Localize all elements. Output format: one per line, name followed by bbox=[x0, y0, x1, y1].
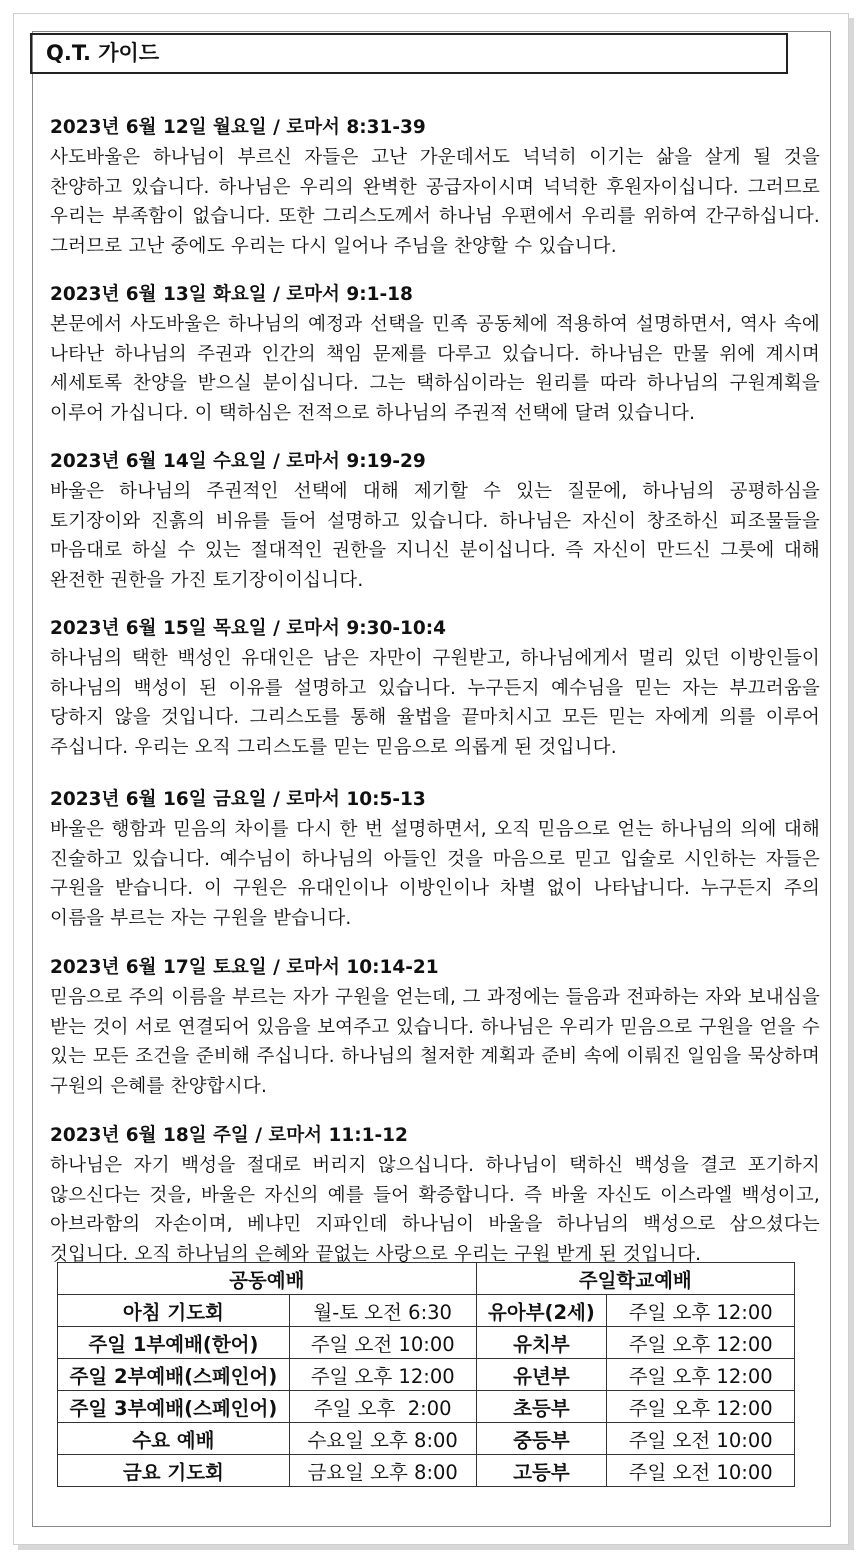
service-time: 금요일 오후 8:00 bbox=[289, 1455, 476, 1487]
qt-entry-0615 bbox=[50, 614, 820, 762]
service-time: 주일 오후 2:00 bbox=[289, 1391, 476, 1423]
entry-heading: 2023년 6월 16일 금요일 / 로마서 10:5-13 bbox=[50, 789, 426, 810]
qt-entry-0613 bbox=[50, 280, 820, 428]
entry-heading: 2023년 6월 12일 월요일 / 로마서 8:31-39 bbox=[50, 117, 426, 138]
school-group: 유년부 bbox=[476, 1359, 607, 1391]
service-name: 주일 1부예배(한어) bbox=[58, 1327, 290, 1359]
service-time: 월-토 오전 6:30 bbox=[289, 1295, 476, 1327]
school-group: 초등부 bbox=[476, 1391, 607, 1423]
entry-body: 본문에서 사도바울은 하나님의 예정과 선택을 민족 공동체에 적용하여 설명하면서, 역사 속에 나타난 하나님의 주권과 인간의 책임 문제를 다루고 있습니다. 하나님은 만물 위에 계시며 세세토록 찬양을 받으실 분이십니다. 그는 택하심이라는 원리를 따라 하나님의 구원계획을 이루어 가십니다. 이 택하심은 전적으로 하나님의 주권적 선택에 달려 있습니다. bbox=[50, 314, 820, 424]
service-name: 주일 3부예배(스페인어) bbox=[58, 1391, 290, 1423]
worship-schedule-table bbox=[57, 1262, 795, 1487]
table-row bbox=[58, 1423, 795, 1455]
school-group: 유치부 bbox=[476, 1327, 607, 1359]
school-group: 고등부 bbox=[476, 1455, 607, 1487]
school-time: 주일 오전 10:00 bbox=[607, 1423, 795, 1455]
qt-entry-0612 bbox=[50, 113, 820, 261]
school-time: 주일 오후 12:00 bbox=[607, 1359, 795, 1391]
school-group: 유아부(2세) bbox=[476, 1295, 607, 1327]
school-time: 주일 오후 12:00 bbox=[607, 1327, 795, 1359]
service-name: 수요 예배 bbox=[58, 1423, 290, 1455]
entry-body: 바울은 행함과 믿음의 차이를 다시 한 번 설명하면서, 오직 믿음으로 얻는 하나님의 의에 대해 진술하고 있습니다. 예수님이 하나님의 아들인 것을 마음으로 믿고 입술로 시인하는 자들은 구원을 받습니다. 이 구원은 유대인이나 이방인이나 차별 없이 나타납니다. 누구든지 주의 이름을 부르는 자는 구원을 받습니다. bbox=[50, 819, 820, 929]
entry-heading: 2023년 6월 18일 주일 / 로마서 11:1-12 bbox=[50, 1125, 408, 1146]
entry-body: 믿음으로 주의 이름을 부르는 자가 구원을 얻는데, 그 과정에는 들음과 전파하는 자와 보내심을 받는 것이 서로 연결되어 있음을 보여주고 있습니다. 하나님은 우리가 믿음으로 구원을 얻을 수 있는 모든 조건을 준비해 주십니다. 하나님의 철저한 계획과 준비 속에 이뤄진 일임을 묵상하며 구원의 은혜를 찬양합시다. bbox=[50, 987, 820, 1097]
service-name: 아침 기도회 bbox=[58, 1295, 290, 1327]
entry-heading: 2023년 6월 13일 화요일 / 로마서 9:1-18 bbox=[50, 284, 413, 305]
school-time: 주일 오후 12:00 bbox=[607, 1295, 795, 1327]
service-name: 금요 기도회 bbox=[58, 1455, 290, 1487]
entry-body: 하나님은 자기 백성을 절대로 버리지 않으십니다. 하나님이 택하신 백성을 결코 포기하지 않으신다는 것을, 바울은 자신의 예를 들어 확증합니다. 즉 바울 자신도 이스라엘 백성이고, 아브라함의 자손이며, 베냐민 지파인데 하나님이 바울을 하나님의 백성으로 삼으셨다는 것입니다. 오직 하나님의 은혜와 끝없는 사랑으로 우리는 구원 받게 된 것입니다. bbox=[50, 1155, 820, 1265]
qt-entry-0618 bbox=[50, 1121, 820, 1269]
table-row bbox=[58, 1327, 795, 1359]
table-row bbox=[58, 1455, 795, 1487]
service-time: 수요일 오후 8:00 bbox=[289, 1423, 476, 1455]
entry-body: 사도바울은 하나님이 부르신 자들은 고난 가운데서도 넉넉히 이기는 삶을 살게 될 것을 찬양하고 있습니다. 하나님은 우리의 완벽한 공급자이시며 넉넉한 후원자이십니다. 그러므로 우리는 부족함이 없습니다. 또한 그리스도께서 하나님 우편에서 우리를 위하여 간구하십니다. 그러므로 고난 중에도 우리는 다시 일어나 주님을 찬양할 수 있습니다. bbox=[50, 147, 820, 257]
entry-heading: 2023년 6월 15일 목요일 / 로마서 9:30-10:4 bbox=[50, 618, 447, 639]
entry-heading: 2023년 6월 17일 토요일 / 로마서 10:14-21 bbox=[50, 957, 439, 978]
table-row bbox=[58, 1391, 795, 1423]
table-row bbox=[58, 1295, 795, 1327]
service-name: 주일 2부예배(스페인어) bbox=[58, 1359, 290, 1391]
entry-heading: 2023년 6월 14일 수요일 / 로마서 9:19-29 bbox=[50, 451, 426, 472]
school-group: 중등부 bbox=[476, 1423, 607, 1455]
header-common-worship: 공동예배 bbox=[58, 1263, 477, 1295]
service-time: 주일 오후 12:00 bbox=[289, 1359, 476, 1391]
entry-body: 하나님의 택한 백성인 유대인은 남은 자만이 구원받고, 하나님에게서 멀리 있던 이방인들이 하나님의 백성이 된 이유를 설명하고 있습니다. 누구든지 예수님을 믿는 자는 부끄러움을 당하지 않을 것입니다. 그리스도를 통해 율법을 끝마치시고 모든 믿는 자에게 의를 이루어 주십니다. 우리는 오직 그리스도를 믿는 믿음으로 의롭게 된 것입니다. bbox=[50, 648, 820, 758]
qt-entry-0616 bbox=[50, 785, 820, 933]
page-title: Q.T. 가이드 bbox=[30, 33, 788, 74]
header-sunday-school: 주일학교예배 bbox=[476, 1263, 794, 1295]
school-time: 주일 오전 10:00 bbox=[607, 1455, 795, 1487]
qt-entry-0617 bbox=[50, 953, 820, 1101]
entry-body: 바울은 하나님의 주권적인 선택에 대해 제기할 수 있는 질문에, 하나님의 공평하심을 토기장이와 진흙의 비유를 들어 설명하고 있습니다. 하나님은 자신이 창조하신 피조물들을 마음대로 하실 수 있는 절대적인 권한을 지니신 분이십니다. 즉 자신이 만드신 그릇에 대해 완전한 권한을 가진 토기장이이십니다. bbox=[50, 481, 820, 591]
table-row bbox=[58, 1359, 795, 1391]
table-header-row bbox=[58, 1263, 795, 1295]
school-time: 주일 오후 12:00 bbox=[607, 1391, 795, 1423]
qt-entry-0614 bbox=[50, 447, 820, 595]
service-time: 주일 오전 10:00 bbox=[289, 1327, 476, 1359]
